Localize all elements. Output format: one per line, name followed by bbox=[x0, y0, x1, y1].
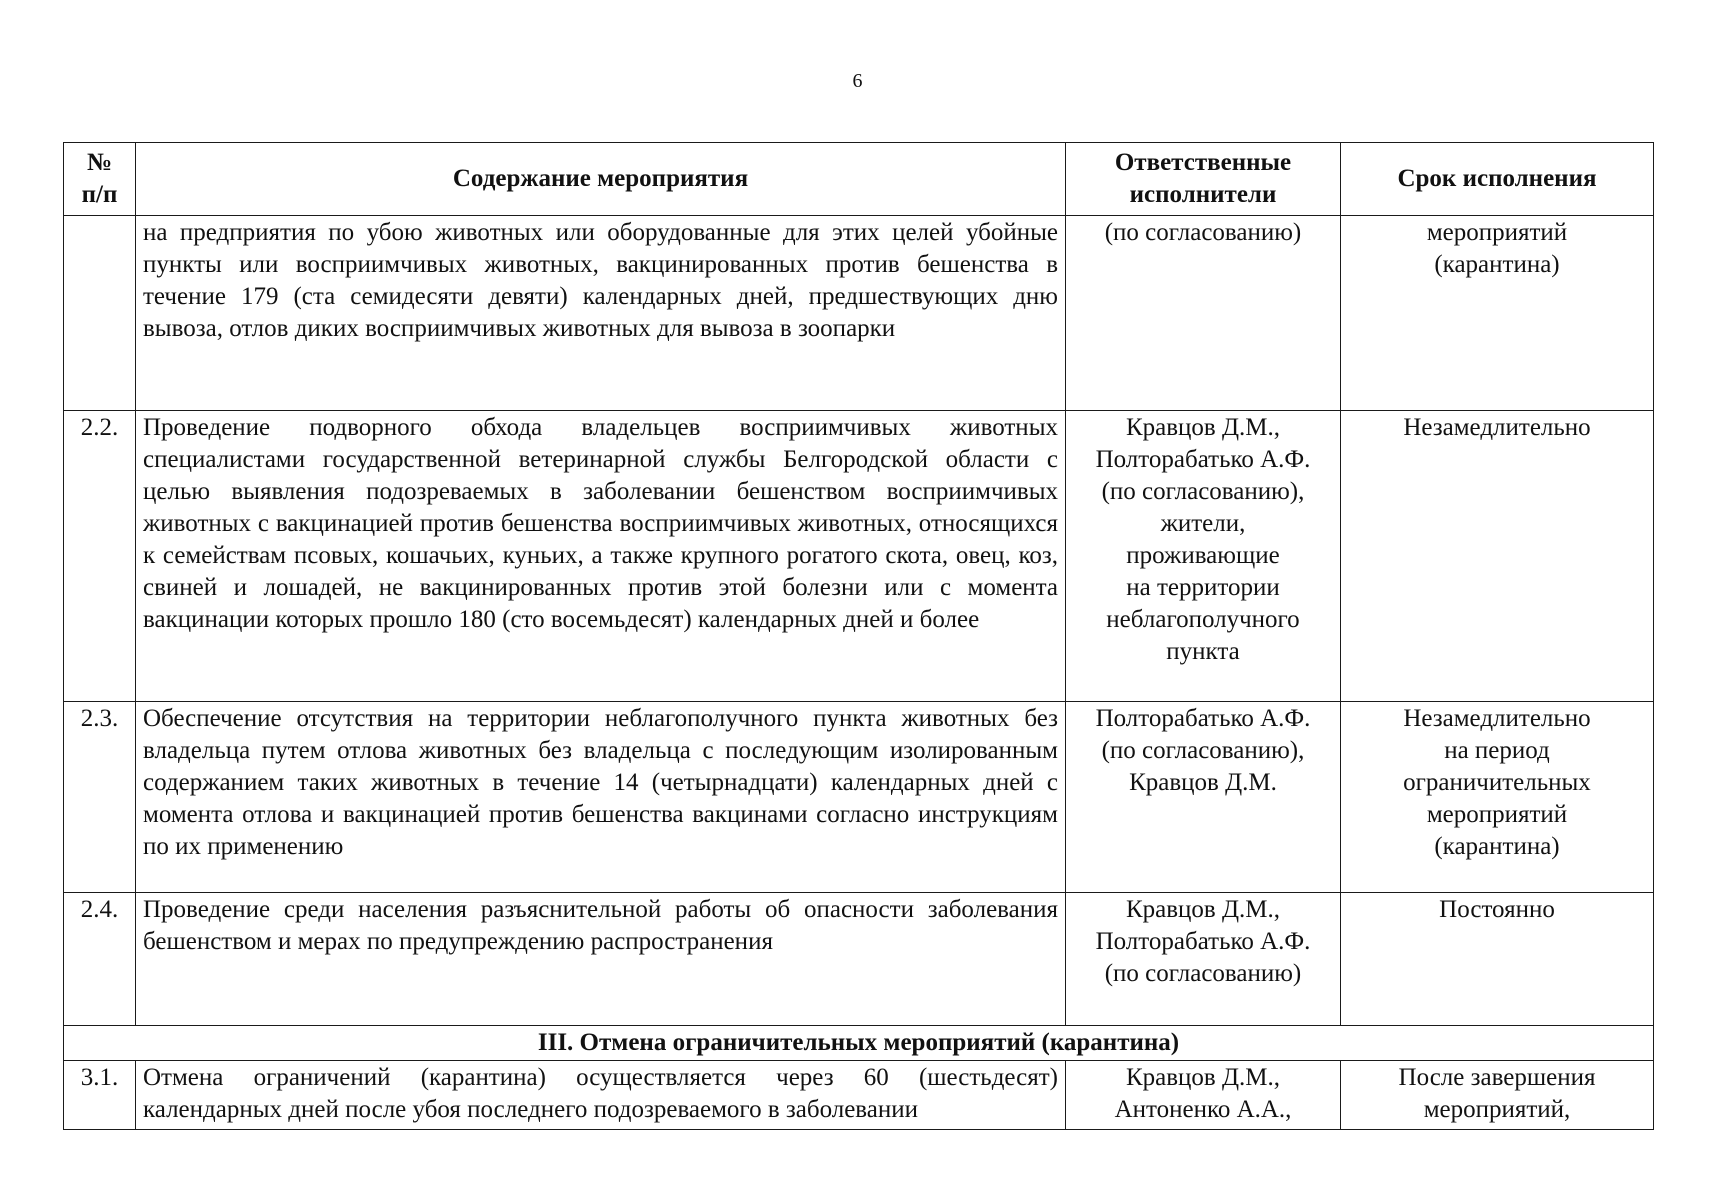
row-deadline: После завершения мероприятий, bbox=[1341, 1061, 1654, 1130]
row-responsible: Кравцов Д.М., Антоненко А.А., bbox=[1066, 1061, 1341, 1130]
row-responsible: Кравцов Д.М., Полторабатько А.Ф. (по согласованию) bbox=[1066, 893, 1341, 1026]
table-row bbox=[64, 411, 1654, 702]
table-row bbox=[64, 1061, 1654, 1130]
header-responsible: Ответственные исполнители bbox=[1066, 143, 1341, 216]
row-content: Обеспечение отсутствия на территории неблагополучного пункта животных без владельца путем отлова животных без владельца с последующим изолированным содержанием таких животных в течение 14 (четырнадцати) календарных дней с момента отлова и вакцинацией против бешенства вакцинами согласно инструкциям по их применению bbox=[136, 702, 1066, 893]
header-content: Содержание мероприятия bbox=[136, 143, 1066, 216]
section-row bbox=[64, 1026, 1654, 1061]
header-number: № п/п bbox=[64, 143, 136, 216]
row-content: Проведение среди населения разъяснительной работы об опасности заболевания бешенством и мерах по предупреждению распространения bbox=[136, 893, 1066, 1026]
row-responsible: Кравцов Д.М., Полторабатько А.Ф. (по согласованию), жители, проживающие на территории неблагополучного пункта bbox=[1066, 411, 1341, 702]
page-number: 6 bbox=[852, 70, 863, 92]
table-row bbox=[64, 216, 1654, 411]
row-number: 3.1. bbox=[64, 1061, 136, 1130]
row-content: Проведение подворного обхода владельцев восприимчивых животных специалистами государственной ветеринарной службы Белгородской области с целью выявления подозреваемых в заболевании бешенством восприимчивых животных с вакцинацией против бешенства восприимчивых животных, относящихся к семействам псовых, кошачьих, куньих, а также крупного рогатого скота, овец, коз, свиней и лошадей, не вакцинированных против этой болезни или с момента вакцинации которых прошло 180 (сто восемьдесят) календарных дней и более bbox=[136, 411, 1066, 702]
row-deadline: мероприятий (карантина) bbox=[1341, 216, 1654, 411]
table-row bbox=[64, 893, 1654, 1026]
measures-table bbox=[63, 142, 1654, 1130]
row-content: Отмена ограничений (карантина) осуществляется через 60 (шестьдесят) календарных дней после убоя последнего подозреваемого в заболевании bbox=[136, 1061, 1066, 1130]
table-header-row bbox=[64, 143, 1654, 216]
row-deadline: Постоянно bbox=[1341, 893, 1654, 1026]
header-deadline: Срок исполнения bbox=[1341, 143, 1654, 216]
row-deadline: Незамедлительно на период ограничительных мероприятий (карантина) bbox=[1341, 702, 1654, 893]
row-number: 2.2. bbox=[64, 411, 136, 702]
row-content: на предприятия по убою животных или оборудованные для этих целей убойные пункты или восприимчивых животных, вакцинированных против бешенства в течение 179 (ста семидесяти девяти) календарных дней, предшествующих дню вывоза, отлов диких восприимчивых животных для вывоза в зоопарки bbox=[136, 216, 1066, 411]
section-title: III. Отмена ограничительных мероприятий (карантина) bbox=[64, 1026, 1654, 1061]
row-responsible: (по согласованию) bbox=[1066, 216, 1341, 411]
row-number: 2.4. bbox=[64, 893, 136, 1026]
row-responsible: Полторабатько А.Ф. (по согласованию), Кравцов Д.М. bbox=[1066, 702, 1341, 893]
row-number: 2.3. bbox=[64, 702, 136, 893]
row-deadline: Незамедлительно bbox=[1341, 411, 1654, 702]
row-number bbox=[64, 216, 136, 411]
table-row bbox=[64, 702, 1654, 893]
